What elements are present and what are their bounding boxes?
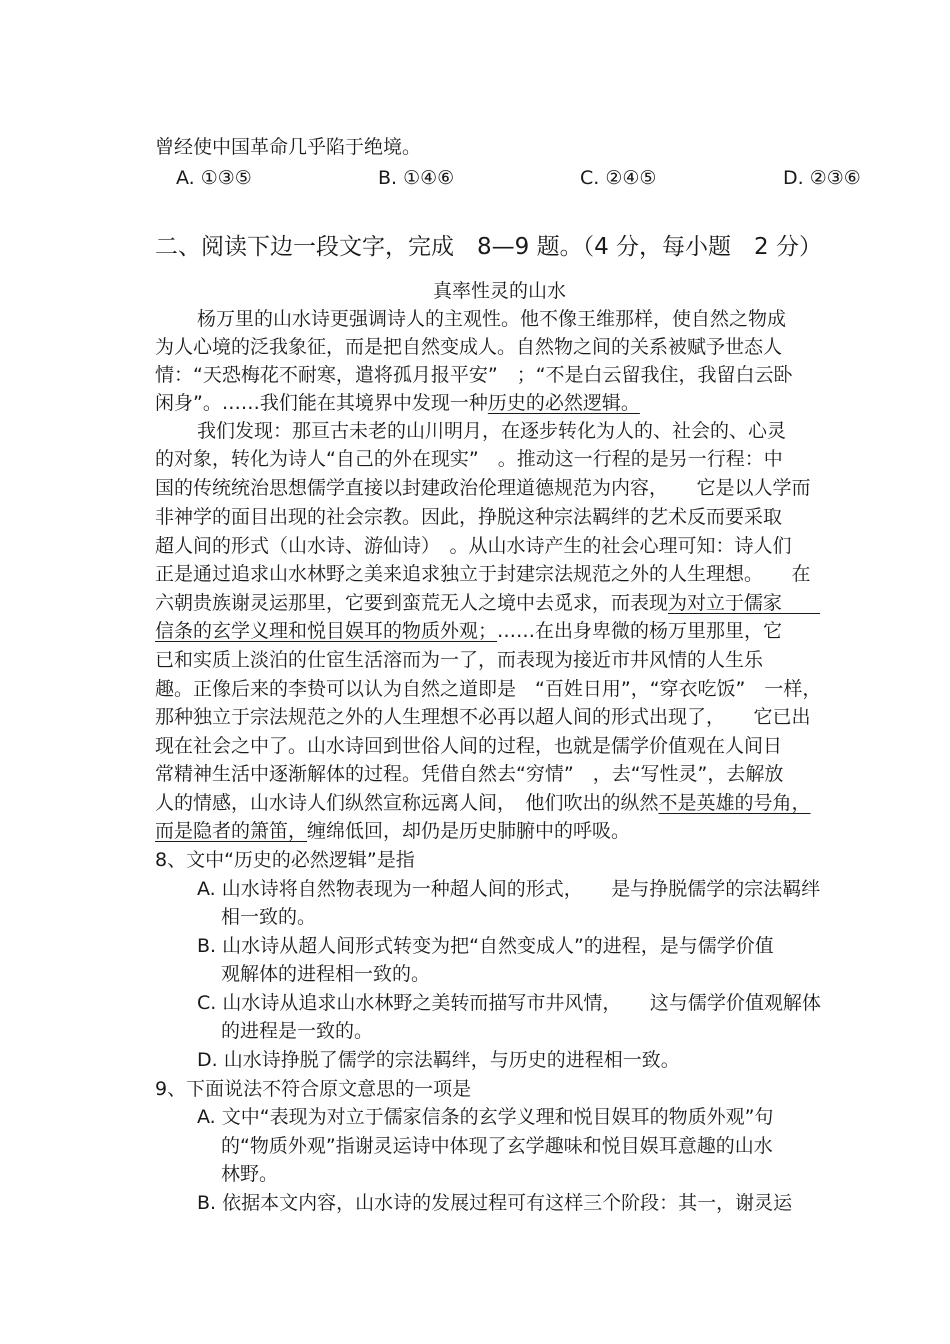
q7-option-b: B. ①④⑥ bbox=[378, 167, 455, 189]
passage-line: 超人间的形式（山水诗、游仙诗） 。从山水诗产生的社会心理可知：诗人们 bbox=[155, 535, 792, 557]
passage-line: 杨万里的山水诗更强调诗人的主观性。他不像王维那样，使自然之物成 bbox=[197, 308, 787, 330]
previous-question-tail: 曾经使中国革命几乎陷于绝境。 bbox=[155, 136, 422, 158]
option-d: D. 山水诗挣脱了儒学的宗法羁绊，与历史的进程相一致。 bbox=[197, 1049, 680, 1071]
option-a-cont: 林野。 bbox=[221, 1163, 279, 1185]
passage-line: 国的传统统治思想儒学直接以封建政治伦理道德规范为内容， 它是以人学而 bbox=[155, 477, 811, 499]
passage-line: 现在社会之中了。山水诗回到世俗人间的过程，也就是儒学价值观在人间日 bbox=[155, 735, 783, 757]
q7-option-a: A. ①③⑤ bbox=[176, 167, 252, 189]
passage-line: 的对象，转化为诗人“自己的外在现实” 。推动这一行程的是另一行程：中 bbox=[155, 448, 783, 470]
underlined-phrase: 历史的必然逻辑。 bbox=[487, 392, 640, 414]
underlined-phrase: 而是隐者的箫笛， bbox=[155, 820, 308, 842]
passage-line: 非神学的面目出现的社会宗教。因此，挣脱这种宗法羁绊的艺术反而要采取 bbox=[155, 506, 783, 528]
passage-line bbox=[155, 822, 630, 841]
q7-option-c: C. ②④⑤ bbox=[580, 167, 657, 189]
option-b: B. 山水诗从超人间形式转变为把“自然变成人”的进程，是与儒学价值 bbox=[197, 935, 774, 957]
passage-text: 闲身”。……我们能在其境界中发现一种 bbox=[155, 392, 488, 414]
option-c-cont: 的进程是一致的。 bbox=[221, 1020, 374, 1042]
option-b-cont: 观解体的进程相一致的。 bbox=[221, 963, 431, 985]
passage-line bbox=[155, 394, 640, 413]
passage-line: 正是通过追求山水林野之美来追求独立于封建宗法规范之外的人生理想。 在 bbox=[155, 563, 811, 585]
underlined-phrase: 为对立于儒家 bbox=[668, 592, 821, 614]
option-a: A. 文中“表现为对立于儒家信条的玄学义理和悦目娱耳的物质外观”句 bbox=[197, 1106, 774, 1128]
passage-line: 情：“天恐梅花不耐寒，遣将孤月报平安” ；“不是白云留我住，我留白云卧 bbox=[155, 364, 793, 386]
passage-line: 常精神生活中逐渐解体的过程。凭借自然去“穷情” ，去“写性灵”，去解放 bbox=[155, 763, 784, 785]
option-a-cont: 相一致的。 bbox=[221, 906, 317, 928]
passage-text: 缠绵低回，却仍是历史肺腑中的呼吸。 bbox=[307, 820, 631, 842]
passage-line: 为人心境的泛我象征，而是把自然变成人。自然物之间的关系被赋予世态人 bbox=[155, 336, 783, 358]
passage-text: 六朝贵族谢灵运那里，它要到蛮荒无人之境中去觅求，而表现 bbox=[155, 592, 669, 614]
passage-text: 人的情感，山水诗人们纵然宣称远离人间， 他们吹出的纵然 bbox=[155, 792, 659, 814]
section-heading: 二、阅读下边一段文字，完成 8—9 题。（4 分，每小题 2 分） bbox=[155, 234, 822, 260]
underlined-phrase: 不是英雄的号角， bbox=[658, 792, 811, 814]
passage-line: 趣。正像后来的李贽可以认为自然之道即是 “百姓日用”，“穿衣吃饭” 一样， bbox=[155, 678, 822, 700]
passage-line: 已和实质上淡泊的仕宦生活溶而为一了，而表现为接近市井风情的人生乐 bbox=[155, 649, 764, 671]
passage-line bbox=[155, 594, 820, 613]
passage-line: 那种独立于宗法规范之外的人生理想不必再以超人间的形式出现了， 它已出 bbox=[155, 706, 811, 728]
option-c: C. 山水诗从追求山水林野之美转而描写市井风情， 这与儒学价值观解体 bbox=[197, 992, 821, 1014]
option-a: A. 山水诗将自然物表现为一种超人间的形式， 是与挣脱儒学的宗法羁绊 bbox=[197, 878, 821, 900]
q7-option-d: D. ②③⑥ bbox=[783, 167, 861, 189]
option-b: B. 依据本文内容，山水诗的发展过程可有这样三个阶段：其一，谢灵运 bbox=[197, 1192, 793, 1214]
question-stem: 9、下面说法不符合原文意思的一项是 bbox=[155, 1078, 472, 1100]
passage-line bbox=[155, 622, 782, 641]
option-a-cont: 的“物质外观”指谢灵运诗中体现了玄学趣味和悦目娱耳意趣的山水 bbox=[221, 1135, 773, 1157]
passage-text: ……在出身卑微的杨万里那里，它 bbox=[497, 620, 783, 642]
passage-line bbox=[155, 794, 811, 813]
passage-line: 我们发现：那亘古未老的山川明月，在逐步转化为人的、社会的、心灵 bbox=[197, 420, 787, 442]
underlined-phrase: 信条的玄学义理和悦目娱耳的物质外观； bbox=[155, 620, 498, 642]
question-stem: 8、文中“历史的必然逻辑”是指 bbox=[155, 849, 415, 871]
passage-title: 真率性灵的山水 bbox=[433, 280, 567, 302]
